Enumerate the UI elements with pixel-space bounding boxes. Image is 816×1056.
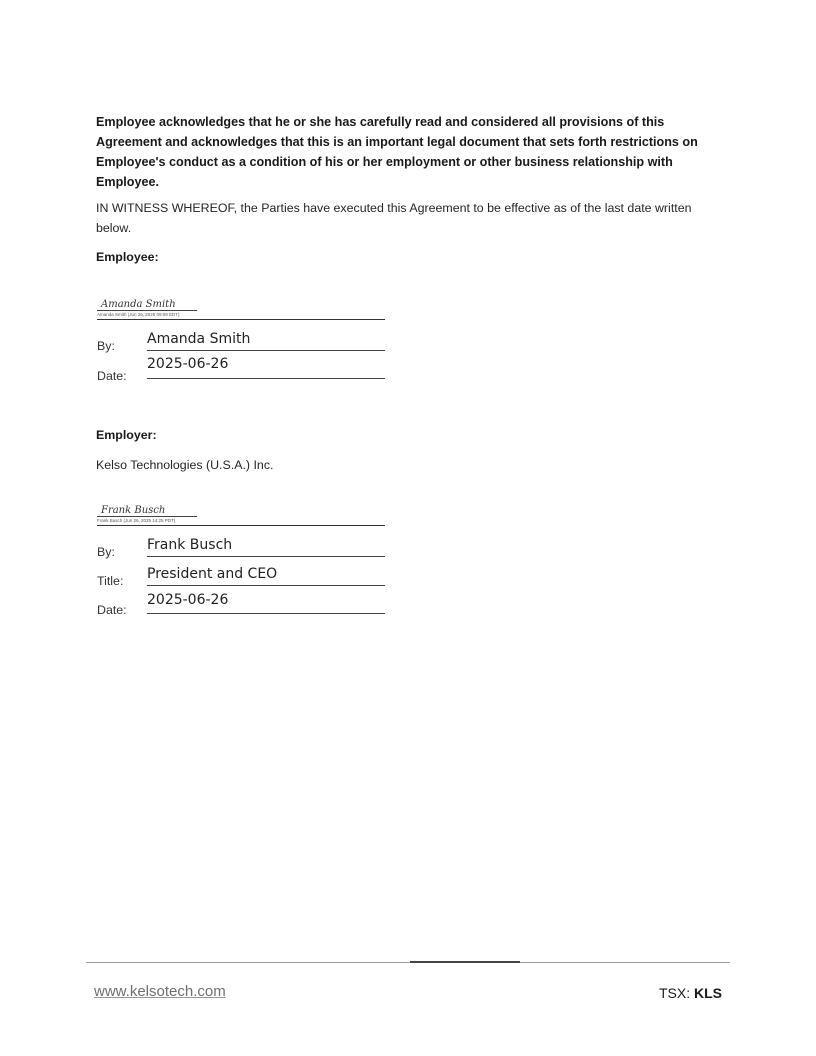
employee-date-label: Date:: [97, 369, 127, 383]
employee-signature-stamp: Amanda Smith (Jun 26, 2025 09:09 EDT): [97, 310, 197, 317]
employer-title-value: President and CEO: [147, 566, 385, 586]
employee-by-label: By:: [97, 339, 115, 353]
employer-by-label: By:: [97, 545, 115, 559]
footer-divider: [86, 962, 730, 963]
employee-signature-line: [97, 319, 385, 320]
employee-signature-name: Amanda Smith: [101, 299, 176, 310]
footer-ticker-prefix: TSX:: [658, 985, 691, 1001]
footer-divider-accent: [410, 961, 520, 963]
employer-company: Kelso Technologies (U.S.A.) Inc.: [96, 458, 274, 472]
acknowledgement-paragraph: Employee acknowledges that he or she has carefully read and considered all provisions of this Agreement and acknowledges that this is an important legal document that sets forth restrictions on Employee's conduct as a condition of his or her employment or other business relationship with Employee.: [96, 115, 698, 189]
employer-signature-name: Frank Busch: [101, 505, 166, 516]
employee-signature: [97, 299, 385, 320]
employer-signature: [97, 505, 385, 526]
employee-date-value: 2025-06-26: [147, 356, 385, 379]
employee-by-value: Amanda Smith: [147, 331, 385, 351]
employer-heading: Employer:: [96, 428, 157, 442]
footer-ticker-symbol: KLS: [694, 985, 722, 1001]
employee-heading: Employee:: [96, 250, 159, 264]
witness-paragraph: IN WITNESS WHEREOF, the Parties have executed this Agreement to be effective as of the last date written below.: [96, 201, 692, 235]
employer-by-value: Frank Busch: [147, 537, 385, 557]
footer-ticker: [659, 985, 722, 1001]
employer-signature-stamp: Frank Busch (Jun 26, 2025 14:25 PDT): [97, 516, 197, 523]
employer-date-value: 2025-06-26: [147, 592, 385, 614]
employer-signature-line: [97, 525, 385, 526]
footer-website-link[interactable]: www.kelsotech.com: [94, 983, 226, 1000]
employer-date-label: Date:: [97, 603, 127, 617]
employer-title-label: Title:: [97, 574, 124, 588]
